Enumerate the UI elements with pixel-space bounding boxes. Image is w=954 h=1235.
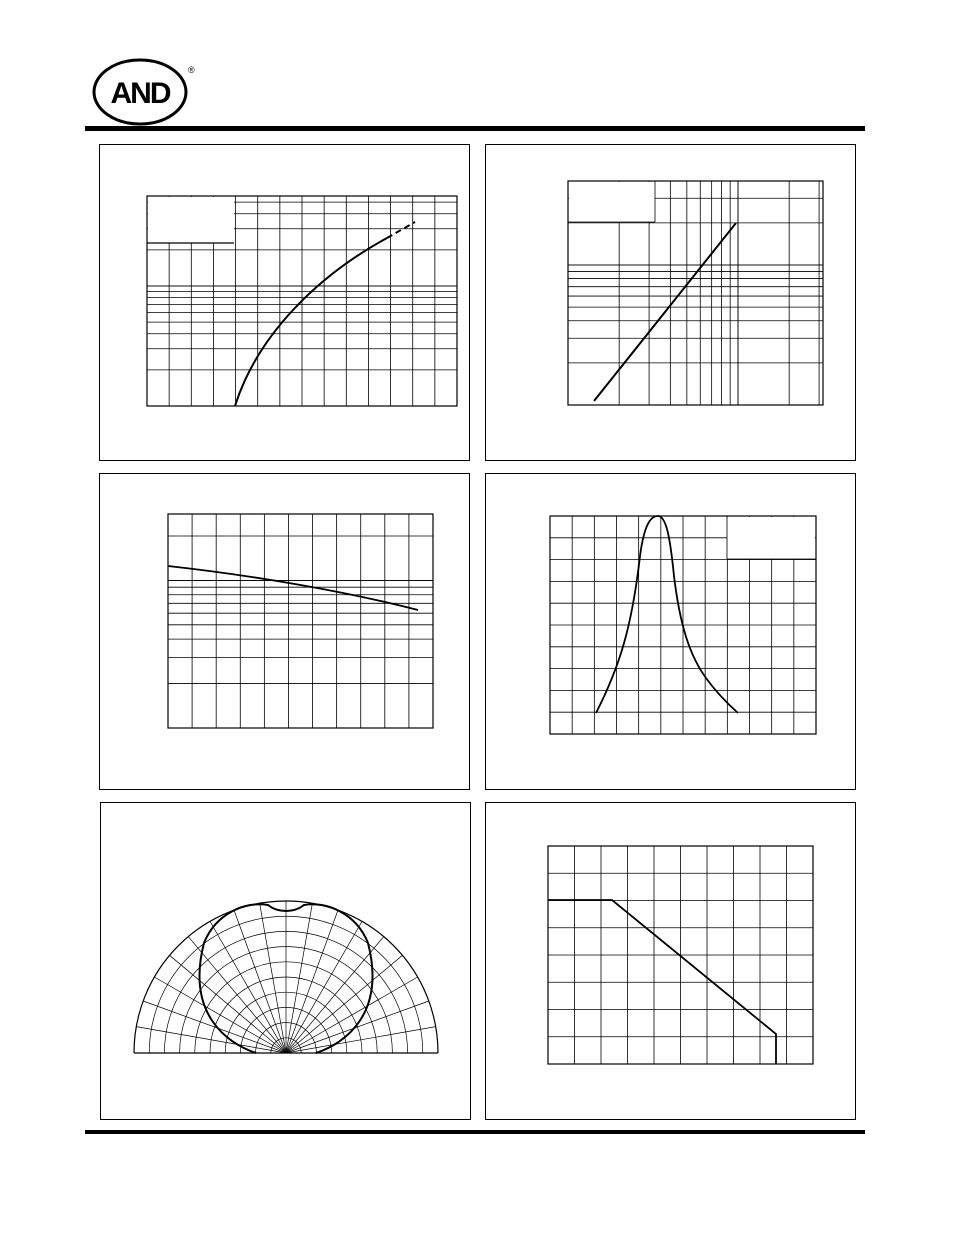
chart-panel-5 (100, 802, 471, 1120)
chart-panel-3 (99, 473, 470, 790)
chart-4-legend-box (727, 517, 815, 559)
chart-3-frame (168, 514, 433, 728)
header-rule (85, 126, 865, 131)
chart-panel-1 (99, 144, 470, 461)
chart-6-grid (548, 846, 813, 1064)
chart-4 (486, 474, 857, 791)
chart-3-grid (168, 514, 433, 728)
and-logo (90, 56, 200, 126)
chart-1-legend-box (148, 197, 234, 243)
chart-3 (100, 474, 471, 791)
registered-mark: ® (188, 65, 195, 75)
chart-panel-6 (485, 802, 856, 1120)
footer-rule (85, 1130, 865, 1134)
chart-panel-2 (485, 144, 856, 461)
chart-4-grid (550, 516, 816, 734)
chart-1 (100, 145, 471, 462)
chart-2-legend-box (569, 182, 655, 222)
logo-text: AND (110, 77, 170, 110)
chart-5 (101, 803, 472, 1121)
chart-2 (486, 145, 857, 462)
chart-1-grid (147, 196, 457, 406)
chart-2-grid (568, 181, 823, 405)
chart-6 (486, 803, 857, 1121)
chart-5-grid (134, 901, 438, 1053)
chart-panel-4 (485, 473, 856, 790)
